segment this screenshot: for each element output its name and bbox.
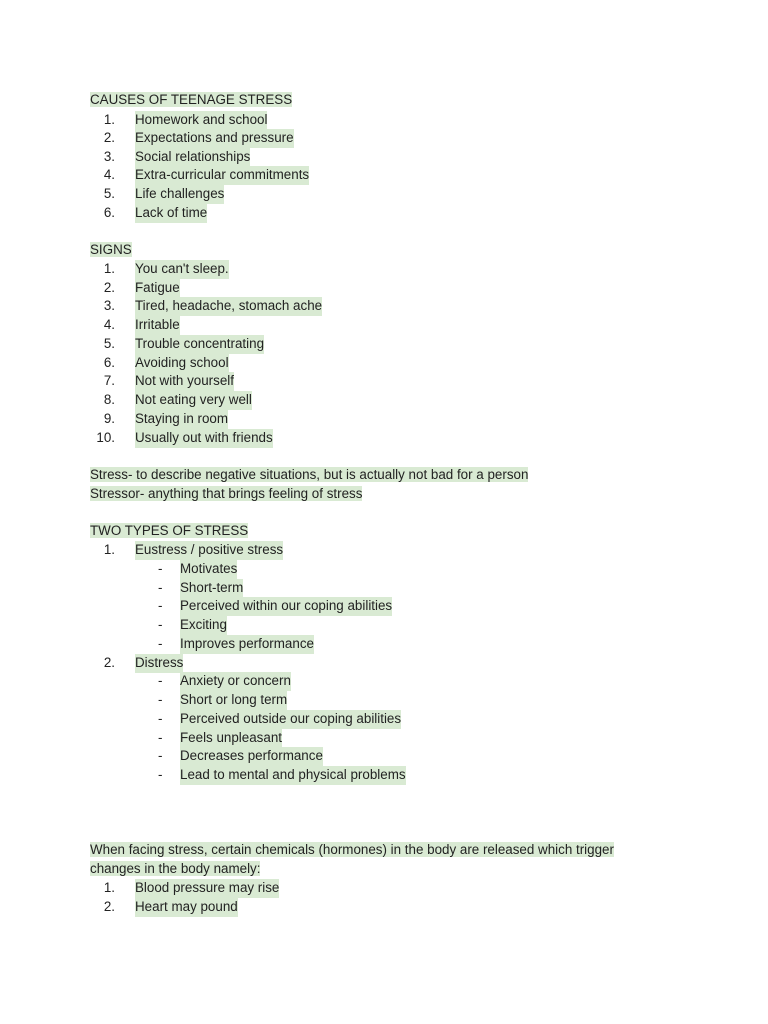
bullet-item: - Anxiety or concern bbox=[0, 672, 500, 691]
list-item: 3. Tired, headache, stomach ache bbox=[90, 297, 490, 316]
stress-definition: Stress- to describe negative situations, but is actually not bad for a person bbox=[90, 467, 529, 482]
bullet-item: - Motivates bbox=[0, 560, 500, 579]
hormones-paragraph-line2: changes in the body namely: bbox=[90, 861, 261, 876]
list-item: 10. Usually out with friends bbox=[90, 429, 490, 448]
list-item: 2. Fatigue bbox=[90, 279, 490, 298]
stressor-definition: Stressor- anything that brings feeling of stress bbox=[90, 486, 363, 501]
list-item: 4. Irritable bbox=[90, 316, 490, 335]
list-item: 2. Heart may pound bbox=[90, 898, 490, 917]
list-item: 9. Staying in room bbox=[90, 410, 490, 429]
list-item: 5. Trouble concentrating bbox=[90, 335, 490, 354]
list-item: 4. Extra-curricular commitments bbox=[90, 166, 490, 185]
signs-heading: SIGNS bbox=[90, 242, 132, 257]
causes-heading: CAUSES OF TEENAGE STRESS bbox=[90, 92, 293, 107]
bullet-item: - Improves performance bbox=[0, 635, 500, 654]
bullet-item: - Exciting bbox=[0, 616, 500, 635]
types-heading: TWO TYPES OF STRESS bbox=[90, 523, 249, 538]
list-item: 6. Avoiding school bbox=[90, 354, 490, 373]
list-item: 1. Blood pressure may rise bbox=[90, 879, 490, 898]
list-item: 8. Not eating very well bbox=[90, 391, 490, 410]
list-item: 3. Social relationships bbox=[90, 148, 490, 167]
list-item: 1. You can't sleep. bbox=[90, 260, 490, 279]
list-item: 6. Lack of time bbox=[90, 204, 490, 223]
list-item: 7. Not with yourself bbox=[90, 372, 490, 391]
list-item: 1. Homework and school bbox=[90, 111, 490, 130]
bullet-item: - Short-term bbox=[0, 579, 500, 598]
hormones-paragraph-line1: When facing stress, certain chemicals (hormones) in the body are released which trigger bbox=[90, 842, 614, 857]
list-item: 2. Expectations and pressure bbox=[90, 129, 490, 148]
bullet-item: - Lead to mental and physical problems bbox=[0, 766, 500, 785]
bullet-item: - Perceived outside our coping abilities bbox=[0, 710, 500, 729]
bullet-item: - Decreases performance bbox=[0, 747, 500, 766]
bullet-item: - Perceived within our coping abilities bbox=[0, 597, 500, 616]
bullet-item: - Feels unpleasant bbox=[0, 729, 500, 748]
bullet-item: - Short or long term bbox=[0, 691, 500, 710]
list-item: 2. Distress bbox=[90, 654, 490, 673]
list-item: 1. Eustress / positive stress bbox=[90, 541, 490, 560]
list-item: 5. Life challenges bbox=[90, 185, 490, 204]
